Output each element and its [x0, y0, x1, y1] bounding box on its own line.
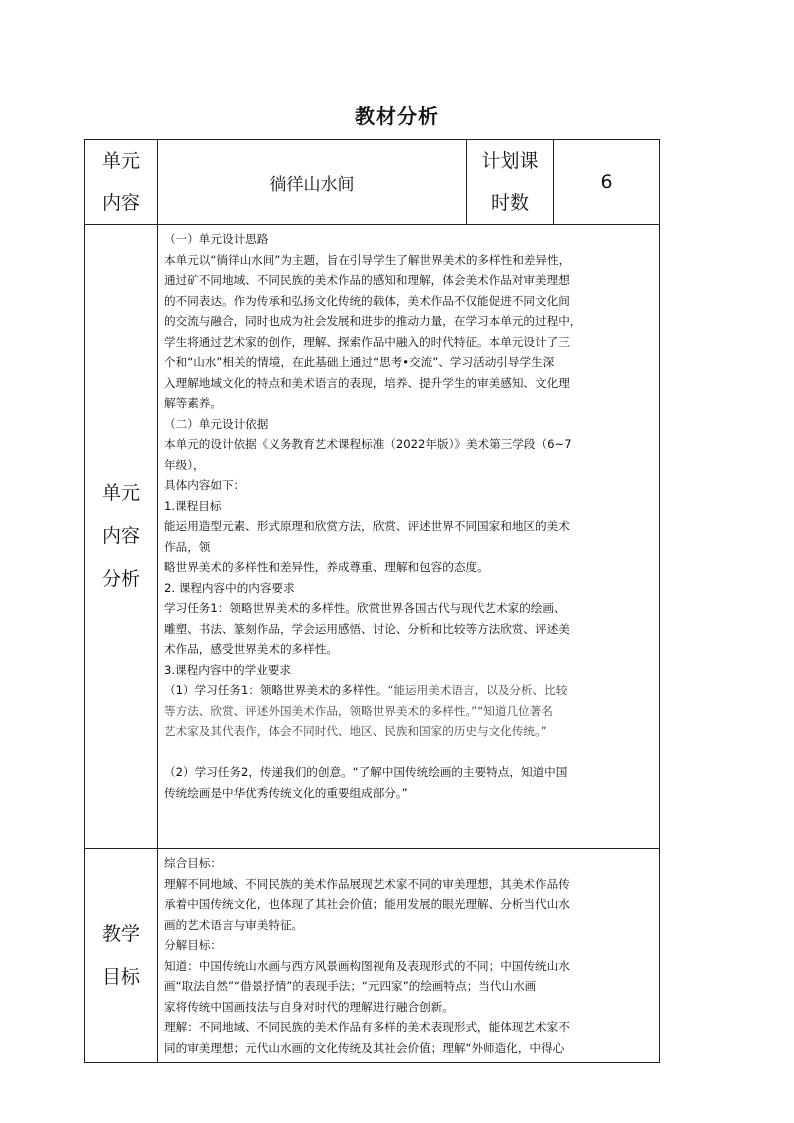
requirement-1-line-2 — [164, 701, 655, 722]
analysis-table — [84, 139, 660, 1063]
requirement-1-quote-cont: 等方法、欣赏、评述外国美术作品，领略世界美术的多样性。” — [164, 703, 478, 718]
goals-line: 分解目标： — [164, 938, 222, 952]
analysis-line: 具体内容如下： — [164, 478, 246, 492]
goals-line: 家将传统中国画技法与自身对时代的理解进行融合创新。 — [164, 999, 454, 1014]
goals-row — [85, 849, 660, 1063]
requirement-1-quote: “能运用美术语言，以及分析、比较 — [387, 683, 568, 697]
goals-line: 承着中国传统文化，也体现了其社会价值；能用发展的眼光理解、分析当代山水 — [164, 897, 570, 911]
analysis-line: 3.课程内容中的学业要求 — [164, 662, 291, 677]
analysis-line: 雕塑、书法、篆刻作品，学会运用感悟、讨论、分析和比较等方法欣赏、评述美 — [164, 621, 570, 636]
analysis-line: 年级）， — [164, 457, 205, 472]
requirement-1-line-1 — [164, 680, 655, 701]
goals-line: 画“取法自然”“借景抒情”的表现手法；“元四家”的绘画特点；当代山水画 — [164, 979, 537, 993]
goals-label-line-2: 目标 — [101, 965, 140, 988]
analysis-line: 解等素养。 — [164, 396, 222, 410]
hours-label-cell — [467, 140, 554, 225]
analysis-line: 的交流与融合，同时也成为社会发展和进步的推动力量，在学习本单元的过程中， — [164, 314, 582, 328]
analysis-line: 通过矿不同地域、不同民族的美术作品的感知和理解，体会美术作品对审美理想 — [164, 273, 570, 287]
requirement-2-line-2: 传统绘画是中华优秀传统文化的重要组成部分。” — [164, 785, 408, 800]
goals-line: 理解：不同地域、不同民族的美术作品有多样的美术表现形式，能体现艺术家不 — [164, 1020, 570, 1034]
header-row — [85, 140, 660, 225]
unit-label-cell — [85, 140, 158, 225]
analysis-line: 的不同表达。作为传承和弘扬文化传统的载体，美术作品不仅能促进不同文化间 — [164, 293, 570, 308]
analysis-label-line-1: 单元 — [101, 482, 140, 504]
analysis-line: 1.课程目标 — [164, 498, 222, 513]
analysis-line: 能运用造型元素、形式原理和欣赏方法，欣赏、评述世界不同国家和地区的美术 — [164, 519, 570, 533]
analysis-line: 学习任务1：领略世界美术的多样性。欣赏世界各国古代与现代艺术家的绘画、 — [164, 601, 566, 615]
requirement-1-line-3: 艺术家及其代表作，体会不同时代、地区、民族和国家的历史与文化传统。” — [164, 724, 547, 738]
unit-name-cell — [158, 140, 467, 225]
goals-label-line-1: 教学 — [101, 922, 140, 945]
analysis-line: 略世界美术的多样性和差异性，养成尊重、理解和包容的态度。 — [164, 560, 489, 574]
analysis-lines — [164, 229, 655, 680]
analysis-line: 本单元以“徜徉山水间”为主题，旨在引导学生了解世界美术的多样性和差异性， — [164, 252, 571, 267]
requirement-1-quote-2: “知道几位著名 — [477, 703, 553, 718]
requirement-1-text: （1）学习任务1：领略世界美术的多样性。 — [164, 683, 388, 697]
blank-line — [164, 742, 655, 763]
analysis-line: （一）单元设计思路 — [164, 232, 269, 246]
goals-line: 知道：中国传统山水画与西方风景画构图视角及表现形式的不同；中国传统山水 — [164, 958, 570, 973]
unit-label-line-2: 内容 — [101, 192, 140, 214]
analysis-line: 本单元的设计依据《义务教育艺术课程标准（2022年版）》美术第三学段（6~7 — [164, 437, 572, 451]
analysis-label-line-3: 分析 — [101, 568, 140, 590]
page-title: 教材分析 — [355, 104, 439, 128]
analysis-line: 学生将通过艺术家的创作，理解、探索作品中融入的时代特征。本单元设计了三 — [164, 334, 570, 349]
goals-content-cell — [158, 849, 660, 1063]
analysis-line: （二）单元设计依据 — [164, 416, 269, 431]
analysis-line: 作品，领 — [164, 539, 211, 554]
goals-line: 画的艺术语言与审美特征。 — [164, 917, 304, 932]
goals-line: 同的审美理想；元代山水画的文化传统及其社会价值；理解“外师造化，中得心 — [164, 1040, 565, 1055]
hours-value-cell — [554, 140, 660, 225]
analysis-line: 术作品，感受世界美术的多样性。 — [164, 642, 338, 656]
analysis-row — [85, 225, 660, 849]
unit-label-line-1: 单元 — [101, 150, 140, 172]
hours-value: 6 — [600, 171, 613, 193]
hours-label-line-1: 计划课 — [481, 150, 539, 172]
analysis-line: 入理解地域文化的特点和美术语言的表现，培养、提升学生的审美感知、文化理 — [164, 375, 570, 390]
requirement-2-line-1: （2）学习任务2，传递我们的创意。“了解中国传统绘画的主要特点，知道中国 — [164, 765, 568, 779]
unit-name: 徜徉山水间 — [269, 174, 355, 195]
goals-line: 理解不同地域、不同民族的美术作品展现艺术家不同的审美理想，其美术作品传 — [164, 876, 570, 891]
analysis-label-line-2: 内容 — [101, 525, 140, 547]
analysis-label-cell — [85, 225, 158, 849]
analysis-content-cell — [158, 225, 660, 849]
hours-label-line-2: 时数 — [490, 192, 529, 214]
goals-lines — [164, 853, 655, 1058]
analysis-line: 个和“山水”相关的情境，在此基础上通过“思考•交流”、学习活动引导学生深 — [164, 355, 555, 369]
goals-line: 综合目标： — [164, 856, 222, 870]
analysis-line: 2. 课程内容中的内容要求 — [164, 580, 295, 595]
goals-label-cell — [85, 849, 158, 1063]
